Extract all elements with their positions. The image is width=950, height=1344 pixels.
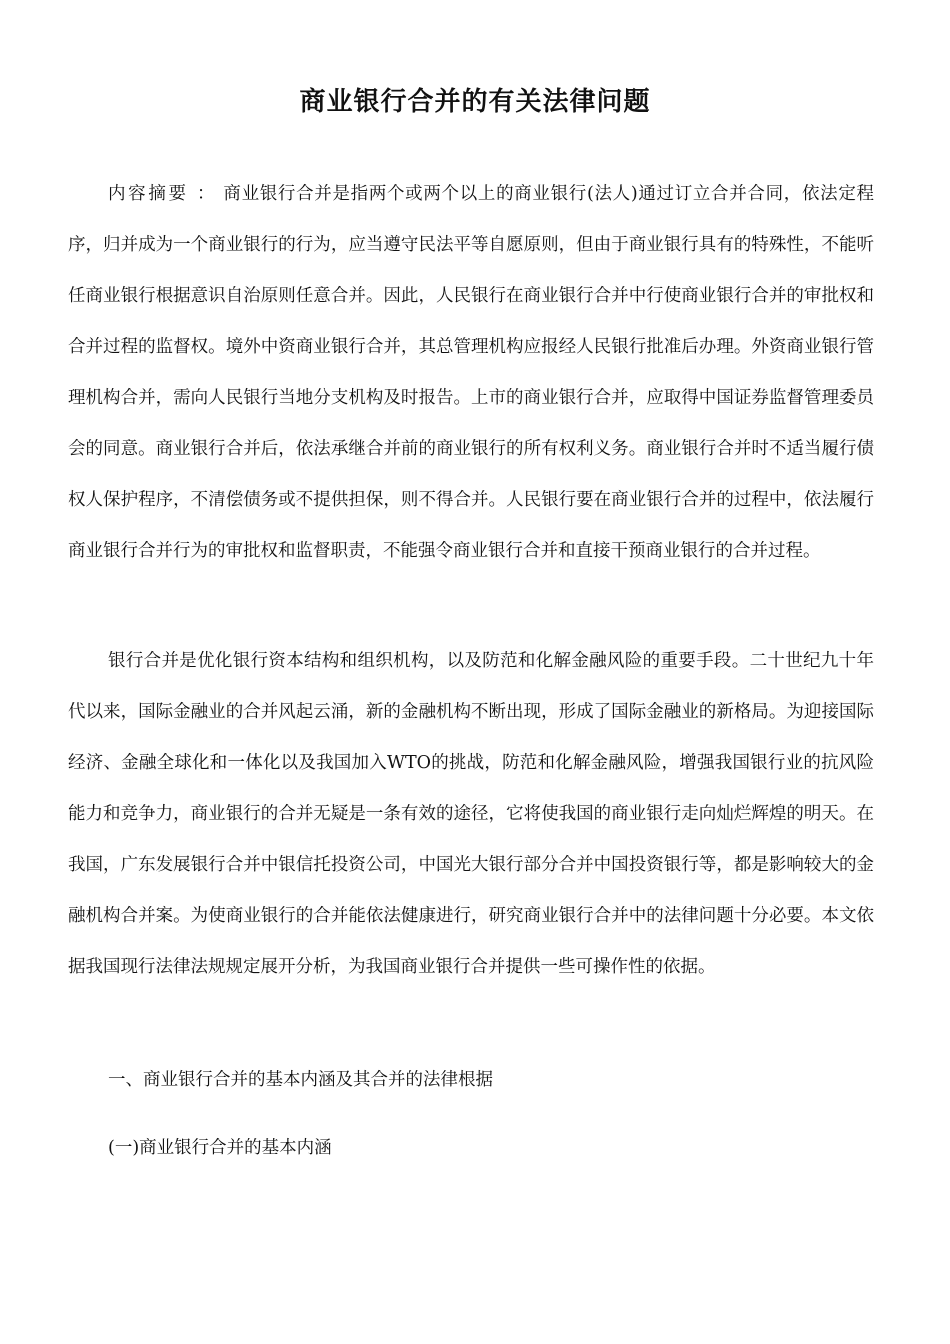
abstract-paragraph — [68, 169, 874, 577]
abstract-text: 商业银行合并是指两个或两个以上的商业银行(法人)通过订立合并合同，依法定程序，归并成为一个商业银行的行为，应当遵守民法平等自愿原则，但由于商业银行具有的特殊性，不能听任商业银行根据意识自治原则任意合并。因此，人民银行在商业银行合并中行使商业银行合并的审批权和合并过程的监督权。境外中资商业银行合并，其总管理机构应报经人民银行批准后办理。外资商业银行管理机构合并，需向人民银行当地分支机构及时报告。上市的商业银行合并，应取得中国证券监督管理委员会的同意。商业银行合并后，依法承继合并前的商业银行的所有权利义务。商业银行合并时不适当履行债权人保护程序，不清偿债务或不提供担保，则不得合并。人民银行要在商业银行合并的过程中，依法履行商业银行合并行为的审批权和监督职责，不能强令商业银行合并和直接干预商业银行的合并过程。 — [68, 184, 874, 561]
abstract-label: 内容摘要 ： — [108, 184, 218, 204]
document-title: 商业银行合并的有关法律问题 — [299, 87, 651, 117]
subsection-1-heading: (一)商业银行合并的基本内涵 — [108, 1138, 332, 1158]
intro-paragraph: 银行合并是优化银行资本结构和组织机构，以及防范和化解金融风险的重要手段。二十世纪九十年代以来，国际金融业的合并风起云涌，新的金融机构不断出现，形成了国际金融业的新格局。为迎接国际经济、金融全球化和一体化以及我国加入WTO的挑战，防范和化解金融风险，增强我国银行业的抗风险能力和竞争力，商业银行的合并无疑是一条有效的途径，它将使我国的商业银行走向灿烂辉煌的明天。在我国，广东发展银行合并中银信托投资公司，中国光大银行部分合并中国投资银行等，都是影响较大的金融机构合并案。为使商业银行的合并能依法健康进行，研究商业银行合并中的法律问题十分必要。本文依据我国现行法律法规规定展开分析，为我国商业银行合并提供一些可操作性的依据。 — [68, 651, 874, 977]
section-1-heading: 一、商业银行合并的基本内涵及其合并的法律根据 — [108, 1070, 493, 1090]
